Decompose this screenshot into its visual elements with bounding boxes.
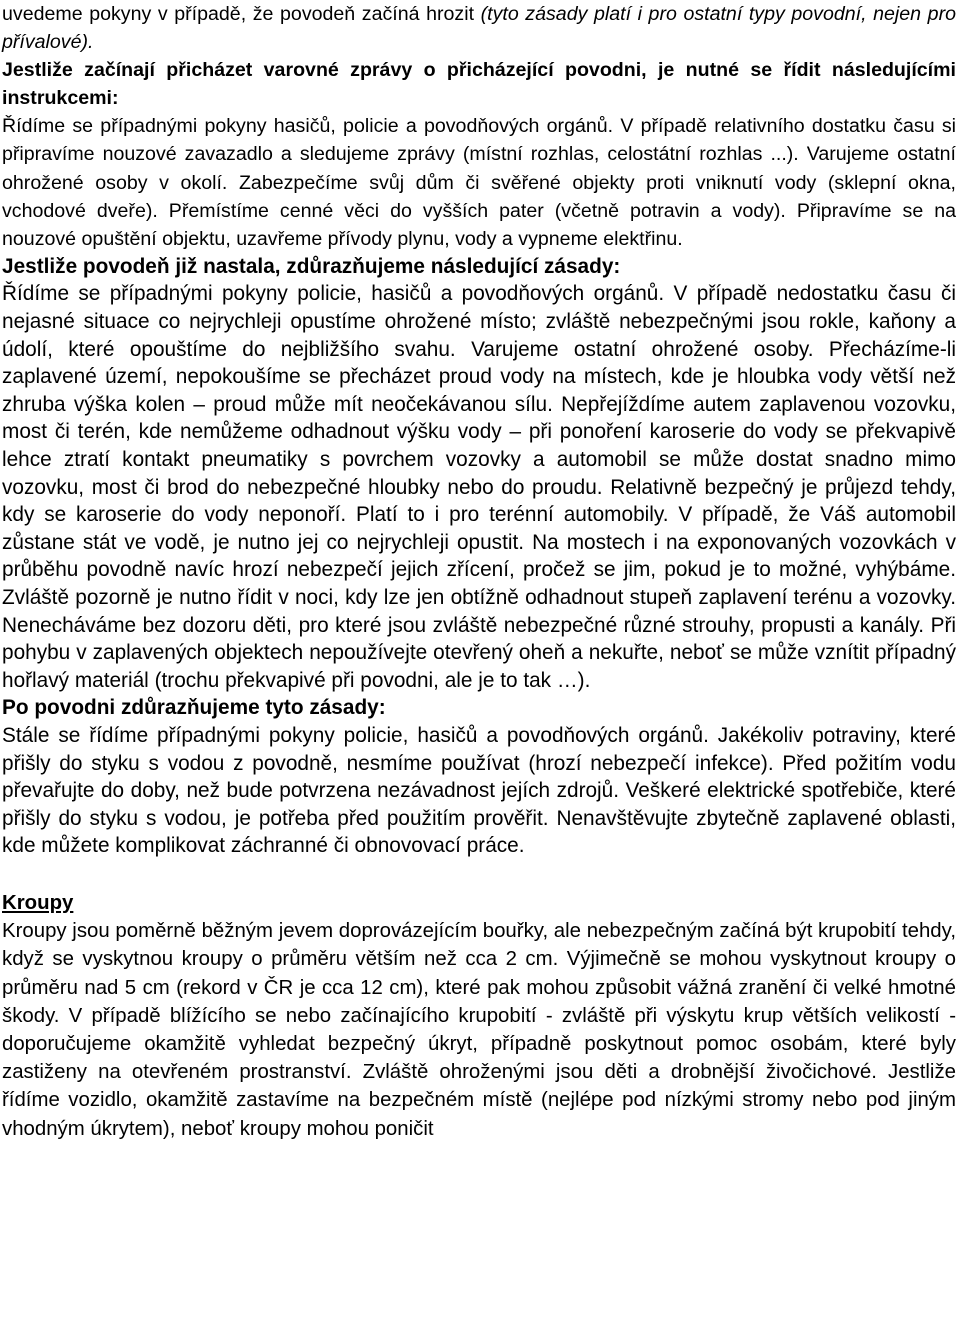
intro-section [2,0,956,253]
warning-heading: Jestliže začínají přicházet varovné zprávy o přicházející povodni, je nutné se řídit následujícími instrukcemi: [2,59,956,110]
section-gap [2,860,956,889]
hail-heading: Kroupy [2,891,74,914]
hail-body: Kroupy jsou poměrně běžným jevem doprovázejícím bouřky, ale nebezpečným začíná být krupobití tehdy, když se vyskytnou kroupy o průměru větším než cca 2 cm. Výjimečně se mohou vyskytnout kroupy o průměru nad 5 cm (rekord v ČR je cca 12 cm), které pak mohou způsobit vážná zranění či velké hmotné škody. V případě blížícího se nebo začínajícího krupobití - zvláště při výskytu krup větších velikostí - doporučujeme okamžitě vyhledat bezpečný úkryt, případně poskytnout pomoc osobám, které byly zastiženy na otevřeném prostranství. Zvláště ohroženými jsou děti a drobnější živočichové. Jestliže řídíme vozidlo, okamžitě zastavíme na bezpečném místě (nejlépe pod nízkými stromy nebo pod jiným vhodným úkrytem), neboť kroupy mohou poničit [2,920,956,1140]
during-body: Řídíme se případnými pokyny policie, hasičů a povodňových orgánů. V případě nedostatku času či nejasné situace co nejrychleji opustíme ohrožené místo; zvláště nebezpečnými jsou rokle, kaňony a údolí, které opouštíme do nejbližšího svahu. Varujeme ostatní ohrožené osoby. Přecházíme-li zaplavené území, nepokoušíme se přecházet proud vody na místech, kde je hloubka vody větší než zhruba výška kolen – proud může mít neočekávanou sílu. Nepřejíždíme autem zaplavenou vozovku, most či terén, kde nemůžeme odhadnout výšku vody – při ponoření karoserie do vody se překvapivě lehce ztratí kontakt pneumatiky s povrchem vozovky a automobil se může dostat snadno mimo vozovku, most či brod do nebezpečné hloubky nebo do proudu. Relativně bezpečný je průjezd tehdy, kdy se karoserie do vody neponoří. Platí to i pro terénní automobily. V případě, že Váš automobil zůstane stát ve vodě, je nutno jej co nejrychleji opustit. Na mostech i na exponovaných vozovkách v průběhu povodně navíc hrozí nebezpečí jejich zřícení, pročež se jim, pokud je to možné, vyhýbáme. Zvláště pozorně je nutno řídit v noci, kdy lze jen obtížně odhadnout stupeň zaplavení terénu a vozovky. Nenecháváme bez dozoru děti, pro které jsou zvláště nebezpečné různé strouhy, propusti a kanály. Při pohybu v zaplavených objektech nepoužívejte otevřený oheň a nekuřte, neboť se může vznítit případný hořlavý materiál (trochu překvapivé při povodni, ale je to tak …). [2,282,956,692]
warning-body: Řídíme se případnými pokyny hasičů, policie a povodňových orgánů. V případě relativního dostatku času si připravíme nouzové zavazadlo a sledujeme zprávy (místní rozhlas, celostátní rozhlas ...). Varujeme ostatní ohrožené osoby v okolí. Zabezpečíme svůj dům či svěřené objekty proti vniknutí vody (sklepní okna, vchodové dveře). Přemístíme cenné věci do vyšších pater (včetně potravin a vody). Připravíme se na nouzové opuštění objektu, uzavřeme přívody plynu, vody a vypneme elektřinu. [2,115,956,250]
intro-italic-note: (tyto zásady platí i pro ostatní typy povodní, nejen pro přívalové). [2,3,956,54]
intro-text: uvedeme pokyny v případě, že povodeň začíná hrozit [2,3,481,25]
hail-section [2,889,956,1143]
after-body: Stále se řídíme případnými pokyny policie, hasičů a povodňových orgánů. Jakékoliv potraviny, které přišly do styku s vodou z povodně, nesmíme používat (hrozí nebezpečí infekce). Před požitím vodu převařujte do doby, než bude potvrzena nezávadnost jejích zdrojů. Veškeré elektrické spotřebiče, které přišly do styku s vodou, je potřeba před použitím prověřit. Nenavštěvujte zbytečně zaplavené oblasti, kde můžete komplikovat záchranné či obnovovací práce. [2,723,956,858]
during-heading: Jestliže povodeň již nastala, zdůrazňujeme následující zásady: [2,254,621,278]
intro-paragraph [2,0,956,56]
during-section [2,253,956,860]
after-heading: Po povodni zdůrazňujeme tyto zásady: [2,696,386,720]
